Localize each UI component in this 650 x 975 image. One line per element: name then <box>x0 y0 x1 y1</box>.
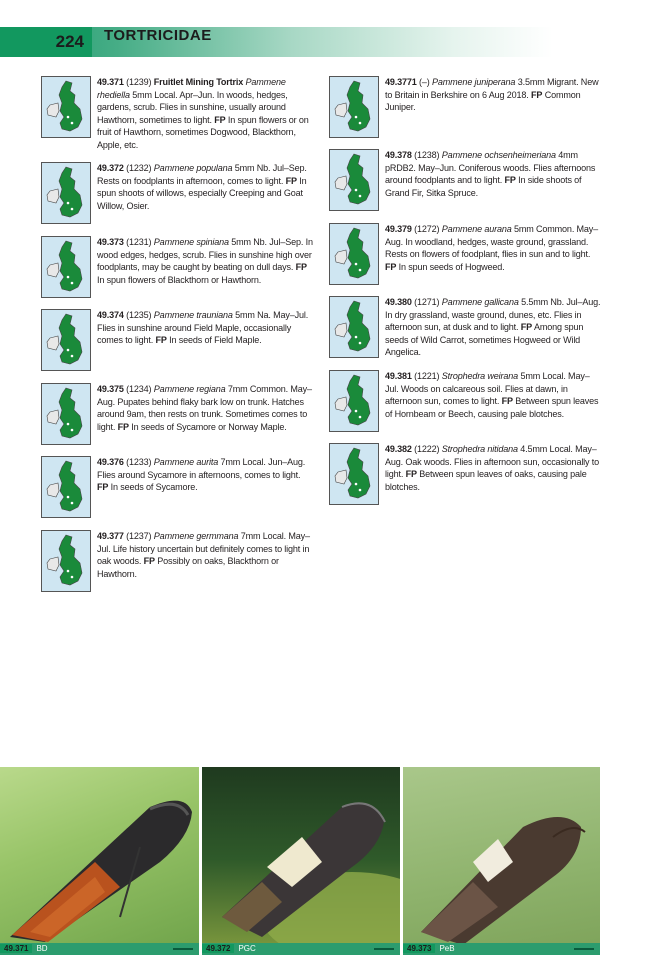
species-text <box>385 76 601 114</box>
species-description: 5mm Local. May–Jul. Woods on calcareous soil. Flies at dawn, in afternoon sun, comes to light. <box>385 371 590 407</box>
scientific-name: Pammene spiniana <box>153 237 229 247</box>
species-description: 5mm Common. May–Aug. In woodland, hedges, waste ground, grassland. Rests on flowers of foodplant, flies in sun and to light. <box>385 224 599 260</box>
distribution-map <box>329 370 379 432</box>
species-number: 49.375 <box>97 384 124 394</box>
foodplant-text: Possibly on oaks, Blackthorn or Hawthorn. <box>97 556 279 579</box>
foodplant-text: In spun flowers of Blackthorn or Hawthorn. <box>97 274 262 285</box>
photo-number: 49.372 <box>202 944 234 953</box>
species-description: 5mm Local. Apr–Jun. In woods, hedges, gardens, scrub. Flies in sunshine, usually around Hawthorn, sometimes to light. <box>97 89 288 125</box>
species-text <box>97 76 313 152</box>
species-code: (1238) <box>414 150 440 160</box>
species-text <box>97 162 313 212</box>
species-code: (1234) <box>126 384 152 394</box>
foodplant-text: In seeds of Field Maple. <box>169 335 262 346</box>
species-text <box>97 456 313 494</box>
species-text <box>385 149 601 199</box>
species-number: 49.376 <box>97 457 124 467</box>
species-description: 5mm Na. May–Jul. Flies in sunshine around Field Maple, occasionally comes to light. <box>97 310 309 346</box>
foodplant-text: In seeds of Sycamore. <box>110 482 198 493</box>
distribution-map <box>329 223 379 285</box>
page-header <box>0 27 650 57</box>
scientific-name: Pammene populana <box>153 163 233 173</box>
photo-caption-2 <box>202 943 400 955</box>
species-number: 49.3771 <box>385 77 417 87</box>
distribution-map <box>329 149 379 211</box>
scientific-name: Pammene trauniana <box>153 310 233 320</box>
fp-label: FP <box>117 421 129 432</box>
species-description: 7mm Local. May–Jul. Life history uncertain but definitely comes to light in oak woods. <box>97 531 310 567</box>
species-description: 4mm pRDB2. May–Jun. Coniferous woods. Flies afternoons around foodplants and to light. <box>385 150 596 186</box>
species-number: 49.382 <box>385 444 412 454</box>
photo-credit: PeB <box>439 944 455 953</box>
species-text <box>385 223 601 273</box>
foodplant-text: In spun flowers or on fruit of Hawthorn, sometimes Dogwood, Blackthorn, Apple, etc. <box>97 114 309 150</box>
species-number: 49.381 <box>385 371 412 381</box>
species-number: 49.380 <box>385 297 412 307</box>
species-code: (1272) <box>414 224 440 234</box>
fp-label: FP <box>405 469 417 480</box>
scientific-name: Strophedra weirana <box>441 371 519 381</box>
photo-number: 49.373 <box>403 944 435 953</box>
scientific-name: Pammene germmana <box>153 531 239 541</box>
species-text <box>97 383 313 433</box>
species-description: 4.5mm Local. May–Aug. Oak woods. Flies in afternoon sun, occasionally to light. <box>385 444 600 480</box>
species-number: 49.373 <box>97 237 124 247</box>
scientific-name: Pammene aurita <box>153 457 219 467</box>
species-code: (1239) <box>126 77 152 87</box>
species-code: (1233) <box>126 457 152 467</box>
foodplant-text: In spun seeds of Hogweed. <box>398 261 505 272</box>
scientific-name: Pammene ochsenheimeriana <box>441 150 556 160</box>
species-number: 49.377 <box>97 531 124 541</box>
species-number: 49.379 <box>385 224 412 234</box>
scientific-name: Pammene regiana <box>153 384 226 394</box>
distribution-map <box>41 456 91 518</box>
page-number: 224 <box>0 27 92 57</box>
species-description: 5mm Nb. Jul–Sep. Rests on foodplants in afternoon, comes to light. <box>97 163 307 186</box>
photo-number: 49.371 <box>0 944 32 953</box>
distribution-map <box>41 236 91 298</box>
species-code: (1221) <box>414 371 440 381</box>
distribution-map <box>329 76 379 138</box>
species-code: (1237) <box>126 531 152 541</box>
foodplant-text: Among spun seeds of Wild Carrot, sometimes Hogweed or Wild Angelica. <box>385 322 584 358</box>
common-name: Fruitlet Mining Tortrix <box>153 77 244 87</box>
fp-label: FP <box>285 175 297 186</box>
species-number: 49.374 <box>97 310 124 320</box>
family-title: TORTRICIDAE <box>104 27 212 44</box>
fp-label: FP <box>295 262 307 273</box>
moth-photo-2 <box>202 767 400 952</box>
species-description: 3.5mm Migrant. New to Britain in Berkshire on 6 Aug 2018. <box>385 77 599 100</box>
foodplant-text: Between spun leaves of oaks, causing pale blotches. <box>385 469 587 492</box>
species-code: (1231) <box>126 237 152 247</box>
photo-credit: BD <box>36 944 48 953</box>
scientific-name: Pammene juniperana <box>432 77 516 87</box>
species-description: 5mm Nb. Jul–Sep. In wood edges, hedges, scrub. Flies in sunshine high over foodplants, may be caught by beating on dull days. <box>97 237 313 273</box>
photo-caption-3 <box>403 943 600 955</box>
species-code: (1271) <box>414 297 440 307</box>
photo-credit: PGC <box>238 944 256 953</box>
fp-label: FP <box>504 175 516 186</box>
fp-label: FP <box>501 396 513 407</box>
foodplant-text: In seeds of Sycamore or Norway Maple. <box>131 421 287 432</box>
distribution-map <box>41 530 91 592</box>
species-text <box>385 296 601 359</box>
species-text <box>97 309 313 347</box>
scientific-name: Pammene aurana <box>441 224 512 234</box>
species-code: (1235) <box>126 310 152 320</box>
species-description: 7mm Local. Jun–Aug. Flies around Sycamore in afternoons, comes to light. <box>97 457 306 480</box>
species-code: (1222) <box>414 444 440 454</box>
species-number: 49.378 <box>385 150 412 160</box>
photo-caption-1 <box>0 943 199 955</box>
moth-photo-3 <box>403 767 600 952</box>
fp-label: FP <box>214 114 226 125</box>
species-text <box>97 236 313 286</box>
distribution-map <box>41 309 91 371</box>
fp-label: FP <box>143 556 155 567</box>
species-number: 49.371 <box>97 77 124 87</box>
foodplant-text: In side shoots of Grand Fir, Sitka Spruce. <box>385 175 582 198</box>
fp-label: FP <box>520 322 533 333</box>
scientific-name: Pammene rhediella <box>97 77 286 100</box>
foodplant-text: Common Juniper. <box>385 89 581 113</box>
fp-label: FP <box>155 335 167 346</box>
distribution-map <box>41 162 91 224</box>
species-description: 7mm Common. May–Aug. Pupates behind flaky bark low on trunk. Hatches around 9am, then rests on trunk. Sometimes comes to light. <box>97 384 312 432</box>
distribution-map <box>329 296 379 358</box>
fp-label: FP <box>531 89 543 100</box>
fp-label: FP <box>385 261 397 272</box>
distribution-map <box>41 383 91 445</box>
scientific-name: Pammene gallicana <box>441 297 519 307</box>
distribution-map <box>329 443 379 505</box>
species-text <box>385 443 601 493</box>
species-text <box>385 370 601 420</box>
foodplant-text: In spun shoots of willows, especially Creeping and Goat Willow, Osier. <box>97 175 307 211</box>
species-text <box>97 530 313 580</box>
species-code: (–) <box>419 77 430 87</box>
fp-label: FP <box>97 482 109 493</box>
scientific-name: Strophedra nitidana <box>441 444 518 454</box>
species-number: 49.372 <box>97 163 124 173</box>
distribution-map <box>41 76 91 138</box>
species-description: 5.5mm Nb. Jul–Aug. In dry grassland, waste ground, dunes, etc. Flies in afternoon sun, at dusk and to light. <box>385 297 601 333</box>
moth-photo-1 <box>0 767 199 952</box>
species-code: (1232) <box>126 163 152 173</box>
foodplant-text: Between spun leaves of Hornbeam or Beech, causing pale blotches. <box>385 396 599 419</box>
